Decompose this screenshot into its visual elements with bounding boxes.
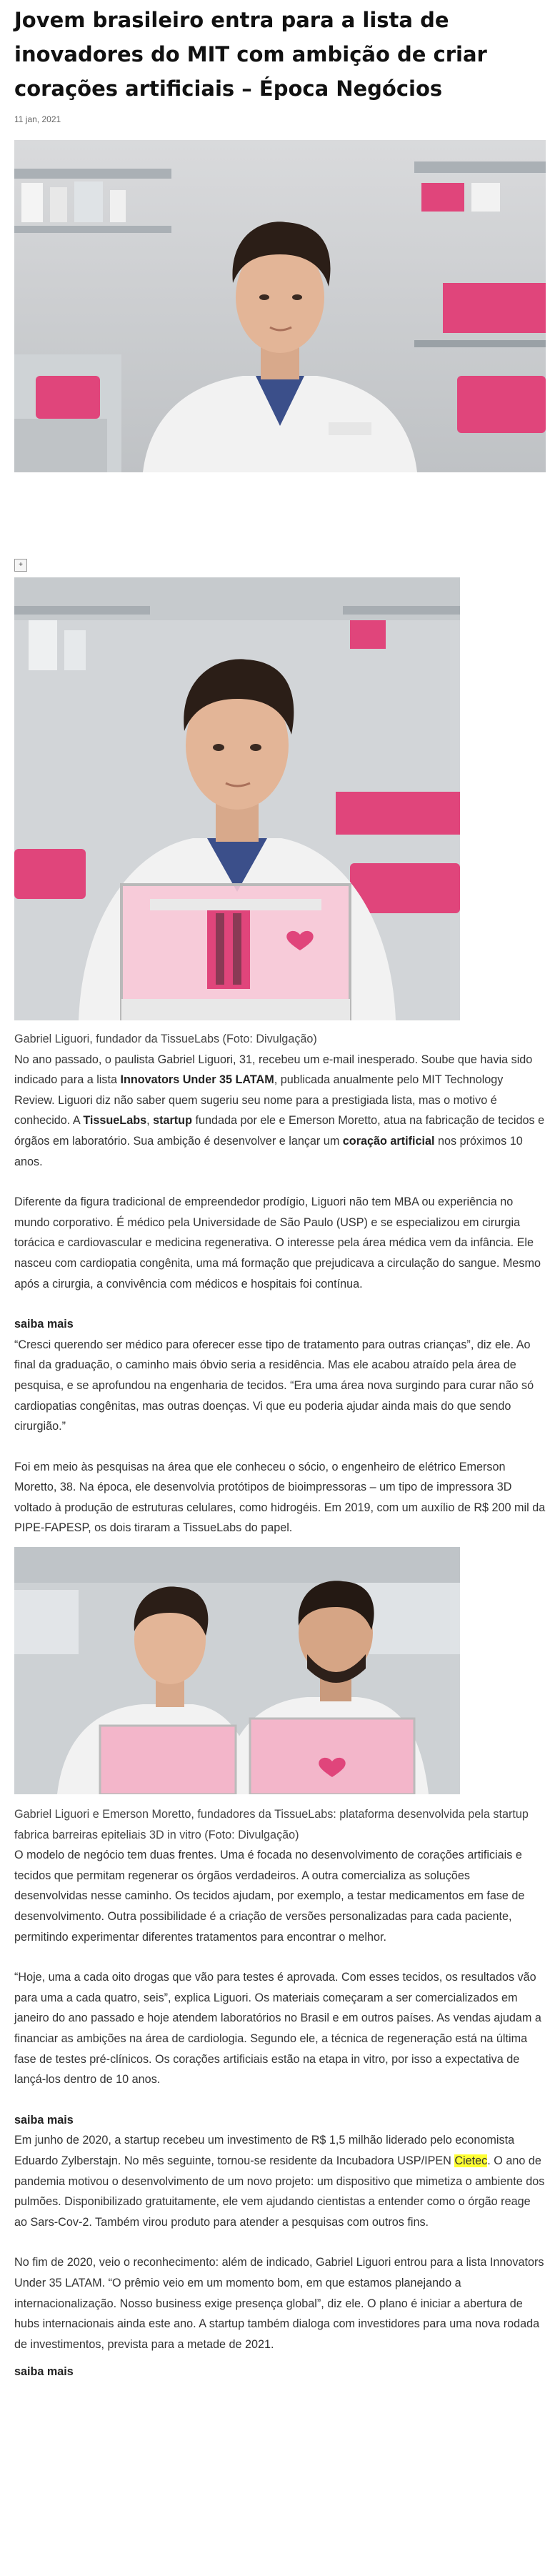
p1-text-c: , publicada anualmente pelo MIT Technology Review. Liguori diz não saber quem sugeriu seu nome para a prestigiada lista, mas o motivo é conhecido. A	[14, 1073, 504, 1128]
photo-caption: Gabriel Liguori, fundador da TissueLabs (Foto: Divulgação)	[14, 1033, 317, 1045]
p1-bold-tissuelabs: TissueLabs	[83, 1114, 147, 1128]
article-photo-founders	[14, 1547, 460, 1794]
p7-text-a: Em junho de 2020, a startup recebeu um investimento de R$ 1,5 milhão liderado pelo economista Eduardo Zylberstajn. No mês seguinte, tornou-se residente da Incubadora USP/IPEN	[14, 2134, 515, 2167]
p1-text-e: ,	[146, 1114, 154, 1128]
p1-bold-innovators: Innovators Under 35 LATAM	[120, 1073, 274, 1087]
hero-photo-illustration	[14, 140, 546, 472]
saiba-mais-link-1[interactable]: saiba mais	[14, 1318, 74, 1331]
p1-text-i: nos próximos 10 anos.	[14, 1134, 523, 1168]
founder-photo-illustration	[14, 577, 460, 1020]
p1-text-g: fundada por ele e Emerson Moretto, atua na fabricação de tecidos e órgãos em laboratório. Sua ambição é desenvolver e lançar um	[14, 1114, 545, 1148]
paragraph-intro	[14, 1050, 546, 1173]
paragraph-background: Diferente da figura tradicional de empreendedor prodígio, Liguori não tem MBA ou experiência no mundo corporativo. É médico pela Universidade de São Paulo (USP) e se especializou em cirurgia torácica e cardiovascular e medicina regenerativa. O interesse pela área médica vem da infância. Ele nasceu com cardiopatia congênita, uma má formação que prejudicava a circulação do sangue. Mesmo após a cirurgia, a convivência com médicos e hospitais foi contínua.	[14, 1195, 541, 1291]
hero-photo	[14, 140, 546, 472]
p1-bold-coracao: coração artificial	[342, 1134, 435, 1148]
saiba-mais-link-3[interactable]: saiba mais	[14, 2365, 74, 2379]
paragraph-partner: Foi em meio às pesquisas na área que ele conheceu o sócio, o engenheiro de elétrico Emerson Moretto, 38. Na época, ele desenvolvia protótipos de bioimpressoras – um tipo de impressora 3D voltado à produção de estruturas celulares, como hidrogéis. Em 2019, com um auxílio de R$ 200 mil da PIPE-FAPESP, os dois tiraram a TissueLabs do papel.	[14, 1460, 546, 1535]
expand-button[interactable]: +	[14, 559, 27, 572]
paragraph-recognition: No fim de 2020, veio o reconhecimento: além de indicado, Gabriel Liguori entrou para a lista Innovators Under 35 LATAM. “O prêmio veio em um momento bom, em que estamos planejando a internacionalização. Nosso business exige presença global”, diz ele. O plano é iniciar a abertura de hubs internacionais ainda este ano. A startup também dialoga com investidores para uma nova rodada de investimentos, prevista para a metade de 2021.	[14, 2256, 544, 2351]
saiba-mais-link-2[interactable]: saiba mais	[14, 2113, 74, 2127]
p7-text-c: . O ano de pandemia motivou o desenvolvimento de um novo projeto: um dispositivo que mimetiza o ambiente dos pulmões. Disponibilizado gratuitamente, ele vem ajudando cientistas a entender como o órgão reage ao Sars-Cov-2. Também virou produto para atender a pesquisas com outros fins.	[14, 2154, 545, 2229]
founders-photo-illustration	[14, 1547, 460, 1794]
paragraph-business-model: O modelo de negócio tem duas frentes. Uma é focada no desenvolvimento de corações artificiais e tecidos que permitam regenerar os órgãos verdadeiros. A outra comercializa as soluções desenvolvidas nesse caminho. Os tecidos ajudam, por exemplo, a testar medicamentos em fase de desenvolvimento. Outra possibilidade é a criação de versões personalizadas para cada paciente, permitindo experimentar diferentes tratamentos para encontrar o melhor.	[14, 1849, 525, 1944]
article-title: Jovem brasileiro entra para a lista de inovadores do MIT com ambição de criar corações artificiais – Época Negócios	[14, 8, 487, 101]
article-date: 11 jan, 2021	[14, 114, 61, 124]
paragraph-drugs: “Hoje, uma a cada oito drogas que vão para testes é aprovada. Com esses tecidos, os resultados vão para uma a cada quatro, seis”, explica Liguori. Os materiais começaram a ser comercializados em janeiro do ano passado e hoje atendem laboratórios no Brasil e em outros países. As vendas ajudam a financiar as ambições na área de cardiologia. Segundo ele, a técnica de regeneração está na última fase de testes pré-clínicos. Os corações artificiais estão na etapa in vitro, por isso a expectativa de lançá-los dentro de 10 anos.	[14, 1971, 541, 2087]
p1-text-a: No ano passado, o paulista Gabriel Liguori, 31, recebeu um e-mail inesperado. Soube que havia sido indicado para a lista	[14, 1053, 533, 1087]
highlight-cietec: Cietec	[454, 2154, 488, 2167]
photo-caption-2: Gabriel Liguori e Emerson Moretto, fundadores da TissueLabs: plataforma desenvolvida pela startup fabrica barreiras epiteliais 3D in vitro (Foto: Divulgação)	[14, 1808, 529, 1841]
p1-bold-startup: startup	[153, 1114, 192, 1128]
paragraph-investment	[14, 2130, 546, 2232]
paragraph-quote: “Cresci querendo ser médico para oferecer esse tipo de tratamento para outras crianças”, diz ele. Ao final da graduação, o caminho mais óbvio seria a residência. Mas ele acabou atraído pela área de pesquisa, e se aprofundou na engenharia de tecidos. “Era uma área nova surgindo para curar não só cardiopatias congênitas, mas outras doenças. Vi que eu poderia ajudar ainda mais do que sendo cirurgião.”	[14, 1338, 534, 1433]
article-photo-founder	[14, 577, 460, 1020]
article-body	[14, 1029, 546, 2382]
